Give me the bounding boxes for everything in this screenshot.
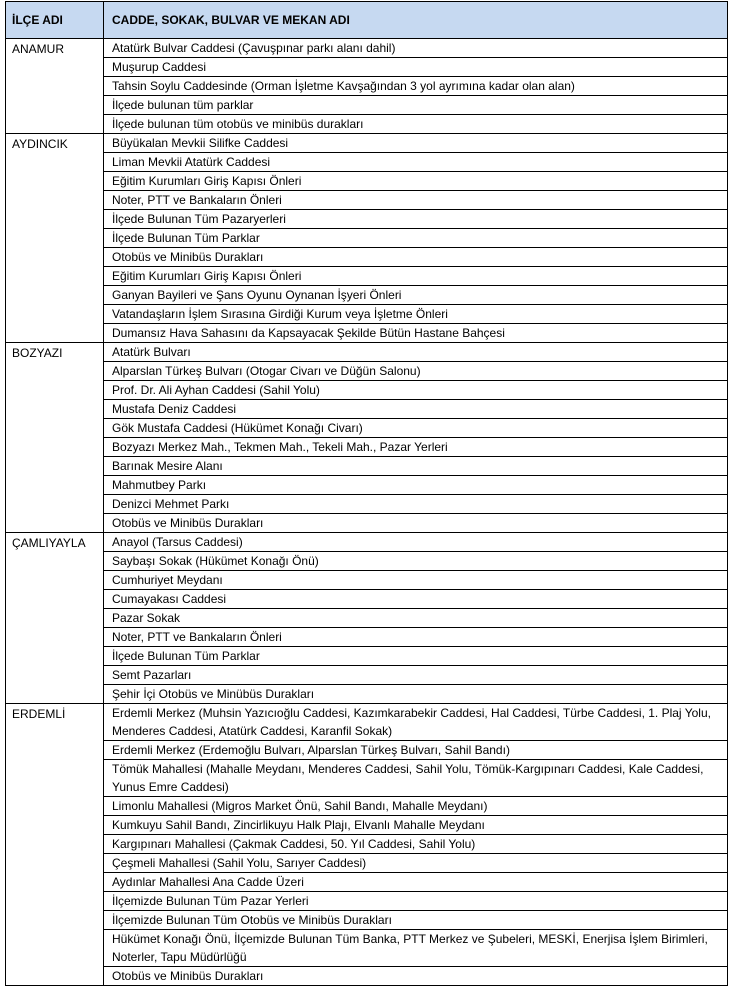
table-row <box>6 58 728 77</box>
place-cell: Erdemli Merkez (Muhsin Yazıcıoğlu Caddesi, Kazımkarabekir Caddesi, Hal Caddesi, Türbe Caddesi, 1. Plaj Yolu, Menderes Caddesi, Atatürk Caddesi, Karanfil Sokak) <box>104 704 728 741</box>
table-row <box>6 324 728 343</box>
table-row <box>6 115 728 134</box>
table-row <box>6 704 728 741</box>
place-cell: Şehir İçi Otobüs ve Minübüs Durakları <box>104 685 728 704</box>
place-cell: Çeşmeli Mahallesi (Sahil Yolu, Sarıyer Caddesi) <box>104 854 728 873</box>
district-name: AYDINCIK <box>6 134 104 343</box>
place-cell: İlçemizde Bulunan Tüm Otobüs ve Minibüs Durakları <box>104 911 728 930</box>
table-row <box>6 835 728 854</box>
place-cell: Cumayakası Caddesi <box>104 590 728 609</box>
smoking-ban-table <box>5 1 728 986</box>
place-cell: Prof. Dr. Ali Ayhan Caddesi (Sahil Yolu) <box>104 381 728 400</box>
table-row <box>6 760 728 797</box>
table-row <box>6 457 728 476</box>
place-cell: Saybaşı Sokak (Hükümet Konağı Önü) <box>104 552 728 571</box>
table-row <box>6 172 728 191</box>
place-cell: Aydınlar Mahallesi Ana Cadde Üzeri <box>104 873 728 892</box>
place-cell: Otobüs ve Minibüs Durakları <box>104 514 728 533</box>
place-cell: İlçede Bulunan Tüm Parklar <box>104 229 728 248</box>
place-cell: Cumhuriyet Meydanı <box>104 571 728 590</box>
place-cell: İlçede bulunan tüm otobüs ve minibüs durakları <box>104 115 728 134</box>
place-cell: Hükümet Konağı Önü, İlçemizde Bulunan Tüm Banka, PTT Merkez ve Şubeleri, MESKİ, Enerjisa İşlem Birimleri, Noterler, Tapu Müdürlüğü <box>104 930 728 967</box>
table-row <box>6 153 728 172</box>
place-cell: Dumansız Hava Sahasını da Kapsayacak Şekilde Bütün Hastane Bahçesi <box>104 324 728 343</box>
place-cell: Eğitim Kurumları Giriş Kapısı Önleri <box>104 172 728 191</box>
table-row <box>6 911 728 930</box>
table-row <box>6 39 728 58</box>
table-row <box>6 305 728 324</box>
place-cell: Denizci Mehmet Parkı <box>104 495 728 514</box>
place-cell: Pazar Sokak <box>104 609 728 628</box>
district-name: ANAMUR <box>6 39 104 134</box>
table-row <box>6 552 728 571</box>
table-row <box>6 741 728 760</box>
district-name: ERDEMLİ <box>6 704 104 986</box>
place-cell: Muşurup Caddesi <box>104 58 728 77</box>
table-body <box>6 39 728 986</box>
table-row <box>6 362 728 381</box>
table-row <box>6 628 728 647</box>
table-row <box>6 967 728 986</box>
table-row <box>6 400 728 419</box>
place-cell: Kumkuyu Sahil Bandı, Zincirlikuyu Halk Plajı, Elvanlı Mahalle Meydanı <box>104 816 728 835</box>
place-cell: Erdemli Merkez (Erdemoğlu Bulvarı, Alparslan Türkeş Bulvarı, Sahil Bandı) <box>104 741 728 760</box>
table-row <box>6 96 728 115</box>
table-row <box>6 381 728 400</box>
place-cell: İlçede bulunan tüm parklar <box>104 96 728 115</box>
table-row <box>6 647 728 666</box>
place-cell: Kargıpınarı Mahallesi (Çakmak Caddesi, 50. Yıl Caddesi, Sahil Yolu) <box>104 835 728 854</box>
place-cell: Atatürk Bulvarı <box>104 343 728 362</box>
place-cell: Atatürk Bulvar Caddesi (Çavuşpınar parkı alanı dahil) <box>104 39 728 58</box>
table-row <box>6 77 728 96</box>
place-cell: Büyükalan Mevkii Silifke Caddesi <box>104 134 728 153</box>
table-row <box>6 892 728 911</box>
place-cell: Semt Pazarları <box>104 666 728 685</box>
place-cell: Limonlu Mahallesi (Migros Market Önü, Sahil Bandı, Mahalle Meydanı) <box>104 797 728 816</box>
table-row <box>6 930 728 967</box>
table-row <box>6 816 728 835</box>
district-column-header: İLÇE ADI <box>6 2 104 39</box>
place-cell: Noter, PTT ve Bankaların Önleri <box>104 191 728 210</box>
table-row <box>6 191 728 210</box>
table-row <box>6 797 728 816</box>
table-row <box>6 609 728 628</box>
table-row <box>6 286 728 305</box>
place-cell: Mustafa Deniz Caddesi <box>104 400 728 419</box>
table-row <box>6 590 728 609</box>
table-row <box>6 267 728 286</box>
place-cell: İlçemizde Bulunan Tüm Pazar Yerleri <box>104 892 728 911</box>
place-cell: Eğitim Kurumları Giriş Kapısı Önleri <box>104 267 728 286</box>
table-row <box>6 685 728 704</box>
place-cell: Tahsin Soylu Caddesinde (Orman İşletme Kavşağından 3 yol ayrımına kadar olan alan) <box>104 77 728 96</box>
place-cell: İlçede Bulunan Tüm Parklar <box>104 647 728 666</box>
place-cell: İlçede Bulunan Tüm Pazaryerleri <box>104 210 728 229</box>
district-name: BOZYAZI <box>6 343 104 533</box>
place-cell: Alparslan Türkeş Bulvarı (Otogar Civarı ve Düğün Salonu) <box>104 362 728 381</box>
document-page <box>5 1 727 986</box>
table-row <box>6 571 728 590</box>
place-cell: Liman Mevkii Atatürk Caddesi <box>104 153 728 172</box>
place-cell: Otobüs ve Minibüs Durakları <box>104 967 728 986</box>
table-row <box>6 666 728 685</box>
table-row <box>6 533 728 552</box>
place-cell: Otobüs ve Minibüs Durakları <box>104 248 728 267</box>
place-cell: Ganyan Bayileri ve Şans Oyunu Oynanan İşyeri Önleri <box>104 286 728 305</box>
table-header-row <box>6 2 728 39</box>
place-cell: Gök Mustafa Caddesi (Hükümet Konağı Civarı) <box>104 419 728 438</box>
table-row <box>6 514 728 533</box>
table-row <box>6 854 728 873</box>
table-row <box>6 438 728 457</box>
district-name: ÇAMLIYAYLA <box>6 533 104 704</box>
table-row <box>6 248 728 267</box>
table-row <box>6 495 728 514</box>
place-cell: Mahmutbey Parkı <box>104 476 728 495</box>
place-cell: Anayol (Tarsus Caddesi) <box>104 533 728 552</box>
table-row <box>6 873 728 892</box>
table-row <box>6 134 728 153</box>
table-row <box>6 210 728 229</box>
place-column-header: CADDE, SOKAK, BULVAR VE MEKAN ADI <box>104 2 728 39</box>
table-row <box>6 419 728 438</box>
table-row <box>6 476 728 495</box>
place-cell: Bozyazı Merkez Mah., Tekmen Mah., Tekeli Mah., Pazar Yerleri <box>104 438 728 457</box>
place-cell: Barınak Mesire Alanı <box>104 457 728 476</box>
place-cell: Vatandaşların İşlem Sırasına Girdiği Kurum veya İşletme Önleri <box>104 305 728 324</box>
table-row <box>6 343 728 362</box>
table-row <box>6 229 728 248</box>
place-cell: Tömük Mahallesi (Mahalle Meydanı, Menderes Caddesi, Sahil Yolu, Tömük-Kargıpınarı Caddesi, Kale Caddesi, Yunus Emre Caddesi) <box>104 760 728 797</box>
place-cell: Noter, PTT ve Bankaların Önleri <box>104 628 728 647</box>
